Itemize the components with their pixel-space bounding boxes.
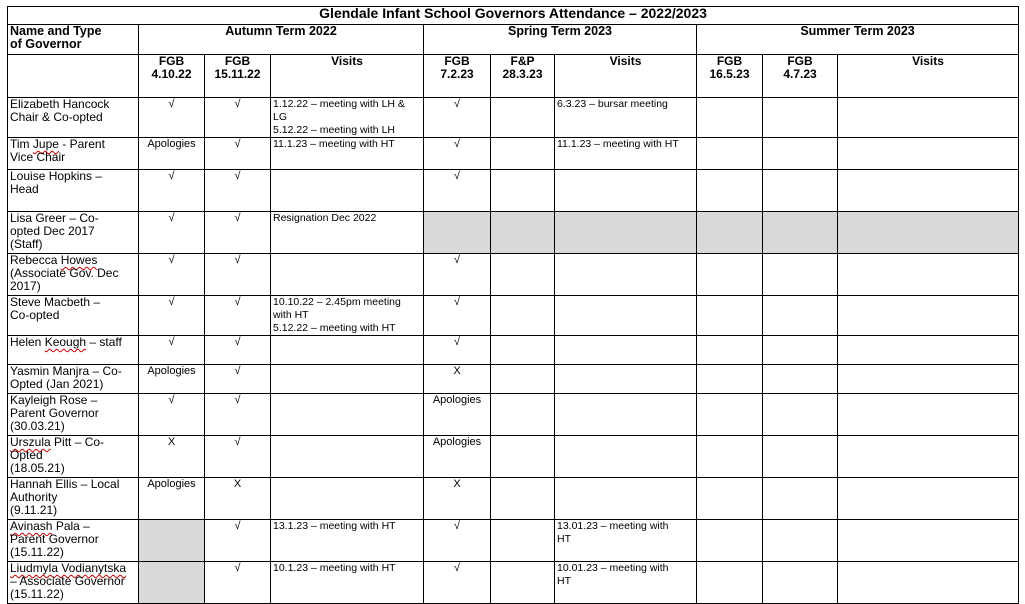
name-text: Pitt – Co- Opted (18.05.21) xyxy=(10,435,105,475)
visit-cell xyxy=(555,365,697,394)
attendance-cell: √ xyxy=(424,520,491,562)
attendance-cell: √ xyxy=(139,170,205,212)
governor-name xyxy=(8,436,139,478)
attendance-cell: Apologies xyxy=(139,478,205,520)
name-text: Elizabeth Hancock Chair & Co-opted xyxy=(10,97,110,124)
attendance-cell xyxy=(491,436,555,478)
attendance-cell xyxy=(491,336,555,365)
attendance-cell: √ xyxy=(205,365,271,394)
column-header: FGB 7.2.23 xyxy=(424,55,491,98)
attendance-cell xyxy=(697,520,763,562)
visit-cell xyxy=(271,436,424,478)
column-header: F&P 28.3.23 xyxy=(491,55,555,98)
name-text: Hannah Ellis – Local Authority (9.11.21) xyxy=(10,477,120,517)
attendance-cell: √ xyxy=(205,436,271,478)
attendance-cell xyxy=(697,336,763,365)
table-row xyxy=(8,436,1019,478)
table-row xyxy=(8,394,1019,436)
governor-name xyxy=(8,254,139,296)
visit-cell xyxy=(555,336,697,365)
attendance-cell: Apologies xyxy=(424,394,491,436)
visit-cell: 10.01.23 – meeting with HT xyxy=(555,562,697,604)
table-row xyxy=(8,562,1019,604)
attendance-cell xyxy=(491,170,555,212)
name-text: Pala – Parent Governor (15.11.22) xyxy=(10,519,99,559)
column-header: Visits xyxy=(555,55,697,98)
visit-cell xyxy=(555,436,697,478)
attendance-cell xyxy=(763,562,838,604)
column-header: FGB 15.11.22 xyxy=(205,55,271,98)
name-text: – staff xyxy=(86,335,122,349)
attendance-cell: √ xyxy=(205,254,271,296)
governor-name xyxy=(8,365,139,394)
table-row xyxy=(8,365,1019,394)
governor-name xyxy=(8,562,139,604)
attendance-cell: √ xyxy=(424,98,491,138)
table-row xyxy=(8,212,1019,254)
name-text: Steve Macbeth – Co-opted xyxy=(10,295,101,322)
column-header: FGB 4.7.23 xyxy=(763,55,838,98)
attendance-cell: √ xyxy=(424,336,491,365)
attendance-cell: √ xyxy=(205,562,271,604)
visit-cell xyxy=(838,394,1019,436)
visit-cell xyxy=(838,336,1019,365)
visit-cell: 10.10.22 – 2.45pm meeting with HT 5.12.22 – meeting with HT xyxy=(271,296,424,336)
attendance-cell xyxy=(424,212,491,254)
name-text: Urszula xyxy=(10,435,51,449)
attendance-cell: √ xyxy=(139,98,205,138)
attendance-cell: √ xyxy=(205,138,271,170)
name-text: Howes xyxy=(60,253,98,267)
table-row xyxy=(8,170,1019,212)
visit-cell xyxy=(838,170,1019,212)
attendance-cell xyxy=(139,520,205,562)
attendance-cell xyxy=(697,562,763,604)
visit-cell: 11.1.23 – meeting with HT xyxy=(555,138,697,170)
attendance-cell: √ xyxy=(205,336,271,365)
name-text: Liudmyla Vodianytska xyxy=(10,561,127,575)
attendance-cell: Apologies xyxy=(139,138,205,170)
attendance-cell xyxy=(697,296,763,336)
attendance-cell xyxy=(697,254,763,296)
governor-name xyxy=(8,170,139,212)
name-text: Kayleigh Rose – Parent Governor (30.03.21) xyxy=(10,393,99,433)
name-text: Jupe xyxy=(32,137,59,151)
visit-cell xyxy=(271,478,424,520)
table-row xyxy=(8,138,1019,170)
visit-cell xyxy=(838,98,1019,138)
attendance-cell xyxy=(697,212,763,254)
attendance-cell xyxy=(697,170,763,212)
visit-cell xyxy=(555,212,697,254)
visit-cell xyxy=(838,212,1019,254)
attendance-cell: X xyxy=(205,478,271,520)
visit-cell xyxy=(838,520,1019,562)
visit-cell xyxy=(838,296,1019,336)
blank-header-cell xyxy=(8,55,139,98)
table-row xyxy=(8,254,1019,296)
name-text: Tim xyxy=(10,137,33,151)
column-header: FGB 4.10.22 xyxy=(139,55,205,98)
visit-cell xyxy=(838,365,1019,394)
column-header: Visits xyxy=(838,55,1019,98)
table-row xyxy=(8,98,1019,138)
attendance-cell xyxy=(763,436,838,478)
attendance-cell xyxy=(763,170,838,212)
attendance-cell: √ xyxy=(139,212,205,254)
name-text: (Associate Gov. Dec 2017) xyxy=(10,266,119,293)
table-row xyxy=(8,336,1019,365)
visit-cell: 10.1.23 – meeting with HT xyxy=(271,562,424,604)
visit-cell xyxy=(271,394,424,436)
governor-name xyxy=(8,336,139,365)
visit-cell: 1.12.22 – meeting with LH & LG 5.12.22 – meeting with LH xyxy=(271,98,424,138)
attendance-cell xyxy=(763,138,838,170)
visit-cell: 13.1.23 – meeting with HT xyxy=(271,520,424,562)
visit-cell xyxy=(271,254,424,296)
attendance-cell xyxy=(697,98,763,138)
attendance-cell: √ xyxy=(205,98,271,138)
attendance-cell xyxy=(491,138,555,170)
table-row xyxy=(8,296,1019,336)
attendance-cell xyxy=(763,336,838,365)
visit-cell: 6.3.23 – bursar meeting xyxy=(555,98,697,138)
attendance-cell xyxy=(491,212,555,254)
attendance-cell: √ xyxy=(139,336,205,365)
visit-cell xyxy=(271,170,424,212)
attendance-cell xyxy=(491,520,555,562)
attendance-cell xyxy=(491,254,555,296)
attendance-cell xyxy=(491,394,555,436)
attendance-cell: √ xyxy=(139,394,205,436)
visit-cell xyxy=(555,394,697,436)
table-row xyxy=(8,520,1019,562)
visit-cell xyxy=(838,562,1019,604)
attendance-cell: √ xyxy=(205,394,271,436)
visit-cell xyxy=(271,336,424,365)
attendance-cell xyxy=(763,520,838,562)
name-text: Keough xyxy=(44,335,87,349)
attendance-table xyxy=(7,6,1019,604)
visit-cell xyxy=(838,478,1019,520)
attendance-cell: √ xyxy=(424,254,491,296)
attendance-cell xyxy=(763,365,838,394)
visit-cell xyxy=(555,170,697,212)
attendance-cell: √ xyxy=(139,254,205,296)
attendance-cell xyxy=(139,562,205,604)
attendance-cell xyxy=(763,296,838,336)
attendance-cell xyxy=(697,138,763,170)
attendance-cell xyxy=(697,436,763,478)
attendance-cell: √ xyxy=(205,212,271,254)
attendance-cell: √ xyxy=(205,296,271,336)
governor-name xyxy=(8,138,139,170)
name-text: Rebecca xyxy=(10,253,61,267)
visit-cell xyxy=(271,365,424,394)
name-type-header: Name and Type of Governor xyxy=(8,25,139,55)
visit-cell: 13.01.23 – meeting with HT xyxy=(555,520,697,562)
governor-name xyxy=(8,98,139,138)
name-text: Helen xyxy=(10,335,45,349)
page-title: Glendale Infant School Governors Attendance – 2022/2023 xyxy=(8,7,1019,25)
attendance-cell xyxy=(763,254,838,296)
attendance-cell xyxy=(763,394,838,436)
attendance-cell: Apologies xyxy=(424,436,491,478)
attendance-cell: X xyxy=(424,478,491,520)
attendance-cell xyxy=(491,365,555,394)
attendance-cell: X xyxy=(424,365,491,394)
attendance-cell xyxy=(697,365,763,394)
attendance-cell: √ xyxy=(205,170,271,212)
visit-cell: Resignation Dec 2022 xyxy=(271,212,424,254)
attendance-cell xyxy=(491,296,555,336)
name-text: - Parent Vice Chair xyxy=(10,137,105,164)
table-row xyxy=(8,478,1019,520)
attendance-cell xyxy=(763,212,838,254)
visit-cell xyxy=(555,296,697,336)
column-header: FGB 16.5.23 xyxy=(697,55,763,98)
term-header-autumn: Autumn Term 2022 xyxy=(139,25,424,55)
visit-cell xyxy=(555,254,697,296)
attendance-cell: √ xyxy=(205,520,271,562)
visit-cell: 11.1.23 – meeting with HT xyxy=(271,138,424,170)
governor-rows xyxy=(8,98,1019,604)
governor-name xyxy=(8,296,139,336)
attendance-cell xyxy=(491,98,555,138)
name-text: Yasmin Manjra – Co- Opted (Jan 2021) xyxy=(10,364,122,391)
attendance-cell: √ xyxy=(424,296,491,336)
name-text: Lisa Greer – Co- opted Dec 2017 (Staff) xyxy=(10,211,99,251)
governor-name xyxy=(8,478,139,520)
attendance-cell xyxy=(697,394,763,436)
column-header: Visits xyxy=(271,55,424,98)
attendance-cell: Apologies xyxy=(139,365,205,394)
attendance-cell: √ xyxy=(424,562,491,604)
attendance-cell: X xyxy=(139,436,205,478)
attendance-cell: √ xyxy=(424,170,491,212)
attendance-cell: √ xyxy=(424,138,491,170)
visit-cell xyxy=(838,436,1019,478)
governor-name xyxy=(8,212,139,254)
name-text: – Associate Governor (15.11.22) xyxy=(10,574,125,601)
name-text: Avinash xyxy=(10,519,53,533)
visit-cell xyxy=(555,478,697,520)
attendance-cell xyxy=(763,478,838,520)
term-header-summer: Summer Term 2023 xyxy=(697,25,1019,55)
attendance-cell xyxy=(763,98,838,138)
governor-name xyxy=(8,520,139,562)
attendance-cell xyxy=(491,478,555,520)
attendance-cell: √ xyxy=(139,296,205,336)
visit-cell xyxy=(838,138,1019,170)
attendance-cell xyxy=(697,478,763,520)
visit-cell xyxy=(838,254,1019,296)
term-header-spring: Spring Term 2023 xyxy=(424,25,697,55)
name-text: Louise Hopkins – Head xyxy=(10,169,103,196)
attendance-cell xyxy=(491,562,555,604)
governor-name xyxy=(8,394,139,436)
